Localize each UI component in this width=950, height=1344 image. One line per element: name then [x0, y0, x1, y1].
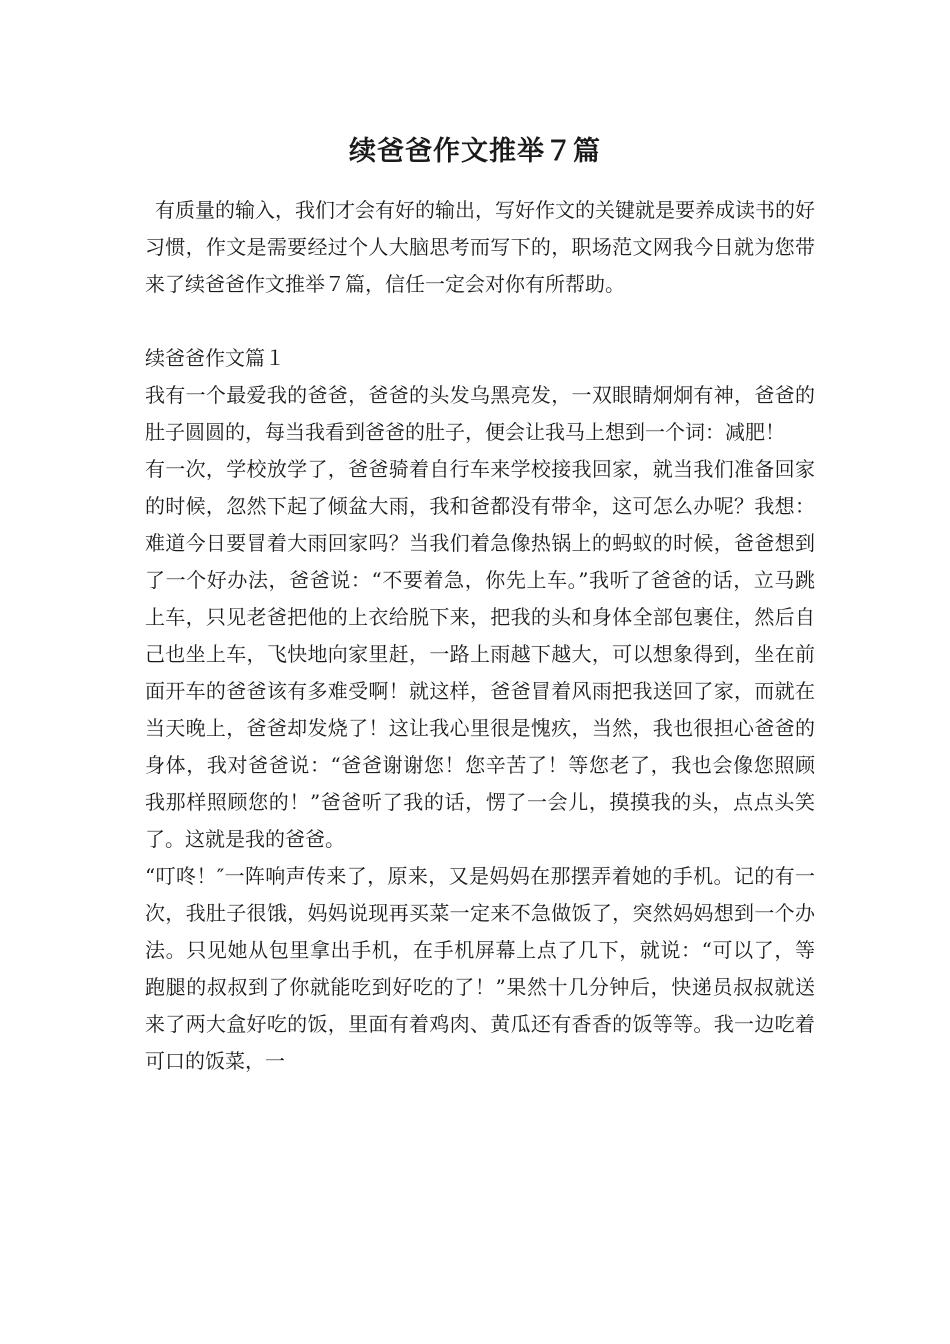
- paragraph-spacer: [145, 303, 815, 340]
- document-title: 续爸爸作文推举７篇: [349, 136, 601, 167]
- body-paragraph: 我有一个最爱我的爸爸，爸爸的头发乌黑亮发，一双眼睛炯炯有神，爸爸的肚子圆圆的，每当我看到爸爸的肚子，便会让我马上想到一个词：减肥！: [145, 383, 815, 444]
- document-body: [145, 192, 815, 1080]
- intro-paragraph: 有质量的输入，我们才会有好的输出，写好作文的关键就是要养成读书的好习惯，作文是需要经过个人大脑思考而写下的，职场范文网我今日就为您带来了续爸爸作文推举７篇，信任一定会对你有所帮助。: [145, 198, 815, 296]
- body-paragraph: 有一次，学校放学了，爸爸骑着自行车来学校接我回家，就当我们准备回家的时候，忽然下起了倾盆大雨，我和爸都没有带伞，这可怎么办呢？我想：难道今日要冒着大雨回家吗？当我们着急像热锅上的蚂蚁的时候，爸爸想到了一个好办法，爸爸说：“不要着急，你先上车。”我听了爸爸的话，立马跳上车，只见老爸把他的上衣给脱下来，把我的头和身体全部包裹住，然后自己也坐上车，飞快地向家里赶，一路上雨越下越大，可以想象得到，坐在前面开车的爸爸该有多难受啊！就这样，爸爸冒着风雨把我送回了家，而就在当天晚上，爸爸却发烧了！这让我心里很是愧疚，当然，我也很担心爸爸的身体，我对爸爸说：“爸爸谢谢您！您辛苦了！等您老了，我也会像您照顾我那样照顾您的！”爸爸听了我的话，愣了一会儿，摸摸我的头，点点头笑了。这就是我的爸爸。: [145, 457, 815, 851]
- body-paragraph: “叮咚！″一阵响声传来了，原来，又是妈妈在那摆弄着她的手机。记的有一次，我肚子很饿，妈妈说现再买菜一定来不急做饭了，突然妈妈想到一个办法。只见她从包里拿出手机，在手机屏幕上点了几下，就说：“可以了，等跑腿的叔叔到了你就能吃到好吃的了！”果然十几分钟后，快递员叔叔就送来了两大盒好吃的饭，里面有着鸡肉、黄瓜还有香香的饭等等。我一边吃着可口的饭菜，一: [145, 864, 815, 1073]
- section-heading: 续爸爸作文篇１: [145, 346, 285, 370]
